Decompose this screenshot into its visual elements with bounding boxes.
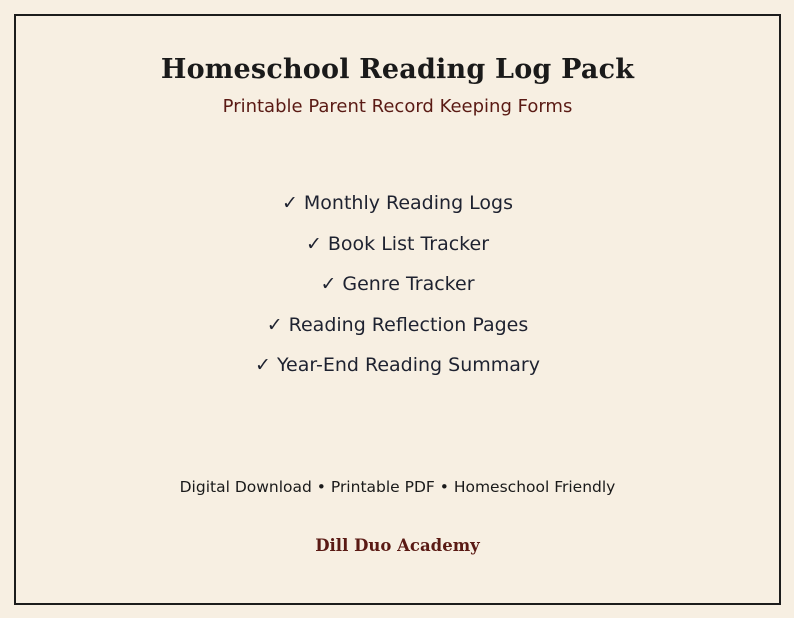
feature-item [16,229,779,270]
feature-label: Reading Reflection Pages [288,313,529,336]
check-mark-icon: ✓ [255,354,271,376]
page-frame [14,14,781,605]
feature-list [16,188,779,391]
feature-item [16,310,779,351]
feature-item [16,269,779,310]
page-title: Homeschool Reading Log Pack [160,54,635,85]
check-mark-icon: ✓ [281,192,298,214]
feature-item [16,350,779,391]
feature-label: Book List Tracker [327,232,490,255]
feature-label: Year-End Reading Summary [276,354,540,376]
check-mark-icon: ✓ [305,232,322,255]
feature-label: Genre Tracker [342,273,475,295]
page-subtitle: Printable Parent Record Keeping Forms [222,96,573,117]
feature-label: Monthly Reading Logs [303,192,514,214]
format-info: Digital Download • Printable PDF • Homeschool Friendly [179,478,616,496]
check-mark-icon: ✓ [320,273,337,295]
check-mark-icon: ✓ [266,313,283,336]
feature-item [16,188,779,229]
brand-name: Dill Duo Academy [315,536,480,555]
